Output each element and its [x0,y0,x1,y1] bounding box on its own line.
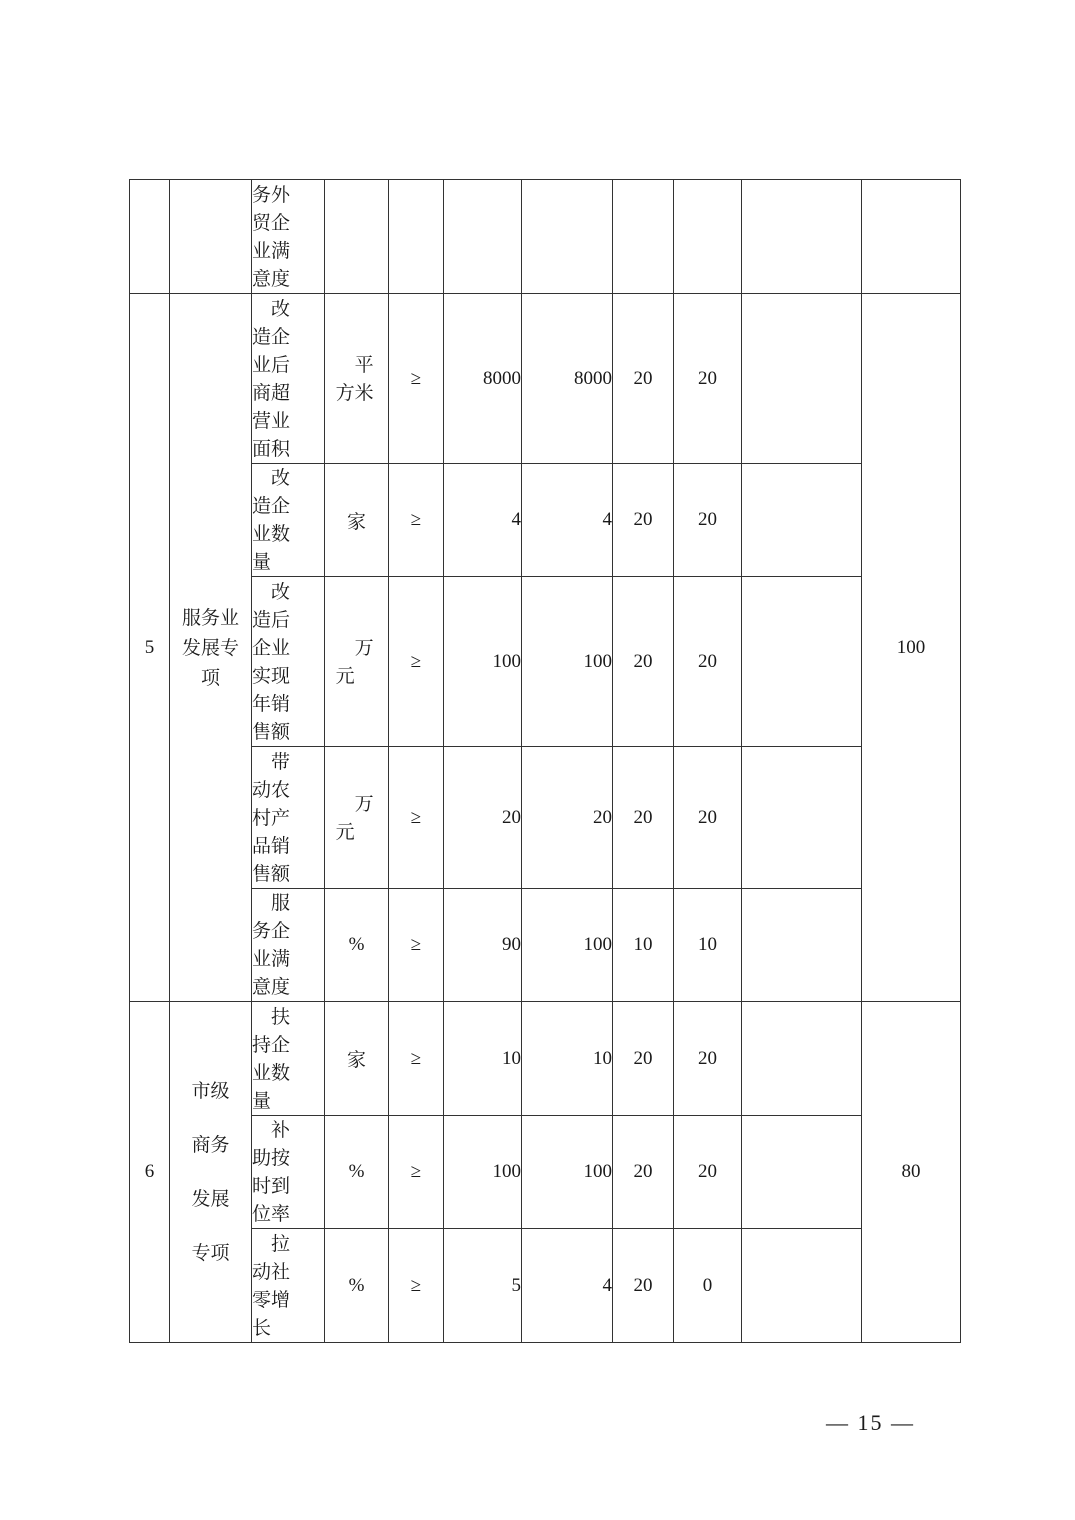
category-cell [170,180,252,294]
target-value: 100 [444,577,522,747]
actual-value: 100 [522,889,613,1002]
item-number: 6 [130,1002,170,1343]
target-value: 5 [444,1229,522,1343]
total-score: 80 [862,1002,961,1343]
unit-cell: 万元 [325,747,389,889]
table-row [130,577,961,747]
weight-value: 20 [613,577,674,747]
table-row [130,464,961,577]
score-value: 0 [674,1229,742,1343]
operator-cell: ≥ [389,464,444,577]
score-value: 20 [674,294,742,464]
indicator-cell: 扶持企业数量 [252,1002,325,1116]
unit-cell: % [325,889,389,1002]
note-cell [742,577,862,747]
score-value: 20 [674,464,742,577]
actual-value: 100 [522,1116,613,1229]
item-number: 5 [130,294,170,1002]
unit-cell: % [325,1229,389,1343]
target-value: 20 [444,747,522,889]
note-cell [742,747,862,889]
table-row [130,889,961,1002]
total-score: 100 [862,294,961,1002]
unit-cell: 万元 [325,577,389,747]
project-category: 服务业发展专项 [170,294,252,1002]
score-value: 10 [674,889,742,1002]
target-value: 8000 [444,294,522,464]
weight-value: 20 [613,294,674,464]
indicator-cell: 带动农村产品销售额 [252,747,325,889]
project-category: 市级商务发展专项 [170,1002,252,1343]
table-row [130,180,961,294]
unit-cell: % [325,1116,389,1229]
indicator-cell: 改造企业数量 [252,464,325,577]
weight-value: 20 [613,747,674,889]
score-value: 20 [674,747,742,889]
note-cell [742,1002,862,1116]
actual-value: 8000 [522,294,613,464]
note-cell [742,464,862,577]
weight-value: 20 [613,1229,674,1343]
indicator-cell: 务外贸企业满意度 [252,180,325,294]
note-cell [742,294,862,464]
unit-cell: 家 [325,464,389,577]
weight-value: 20 [613,1002,674,1116]
score-value: 20 [674,1002,742,1116]
operator-cell: ≥ [389,889,444,1002]
target-value: 10 [444,1002,522,1116]
actual-value: 100 [522,577,613,747]
table-row [130,1229,961,1343]
actual-value: 10 [522,1002,613,1116]
table-row [130,294,961,464]
indicator-cell: 补助按时到位率 [252,1116,325,1229]
operator-cell: ≥ [389,294,444,464]
indicator-cell: 改造企业后商超营业面积 [252,294,325,464]
table-row [130,747,961,889]
actual-value: 4 [522,464,613,577]
actual-value: 20 [522,747,613,889]
performance-table [129,179,961,1343]
target-value: 100 [444,1116,522,1229]
operator-cell: ≥ [389,1116,444,1229]
unit-cell: 平方米 [325,294,389,464]
unit-cell: 家 [325,1002,389,1116]
page-number: — 15 — [826,1410,915,1435]
score-value: 20 [674,1116,742,1229]
table-row [130,1002,961,1116]
score-value: 20 [674,577,742,747]
indicator-cell: 服务企业满意度 [252,889,325,1002]
indicator-cell: 拉动社零增长 [252,1229,325,1343]
actual-value: 4 [522,1229,613,1343]
target-value: 4 [444,464,522,577]
weight-value: 20 [613,464,674,577]
table-row [130,1116,961,1229]
no-cell [130,180,170,294]
note-cell [742,1229,862,1343]
operator-cell: ≥ [389,747,444,889]
note-cell [742,1116,862,1229]
operator-cell: ≥ [389,1229,444,1343]
note-cell [742,889,862,1002]
operator-cell: ≥ [389,1002,444,1116]
target-value: 90 [444,889,522,1002]
weight-value: 20 [613,1116,674,1229]
weight-value: 10 [613,889,674,1002]
indicator-cell: 改造后企业实现年销售额 [252,577,325,747]
operator-cell: ≥ [389,577,444,747]
